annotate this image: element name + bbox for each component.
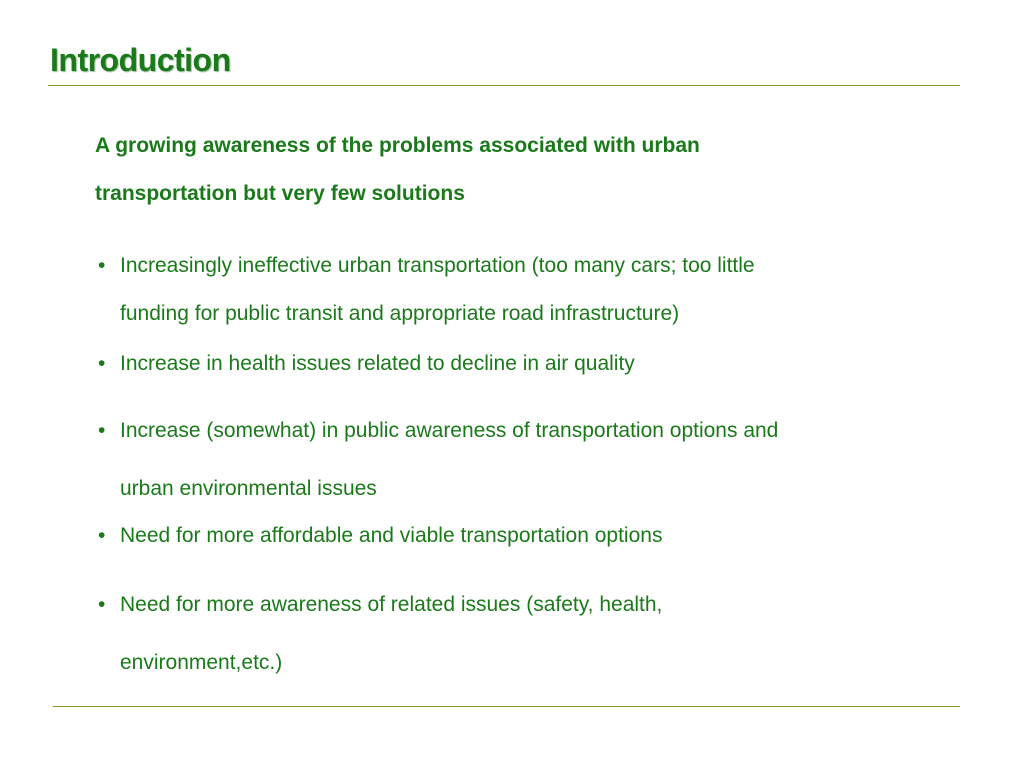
bullet-item bbox=[98, 346, 978, 382]
subtitle-line: A growing awareness of the problems associated with urban bbox=[95, 134, 700, 157]
bullet-item bbox=[98, 518, 978, 554]
bullet-list bbox=[98, 242, 978, 692]
subtitle-line: transportation but very few solutions bbox=[95, 182, 465, 205]
bullet-line: Need for more affordable and viable transportation options bbox=[120, 524, 663, 547]
bullet-item bbox=[98, 402, 978, 518]
bullet-line: Need for more awareness of related issues (safety, health, bbox=[120, 593, 663, 616]
bullet-item bbox=[98, 576, 978, 692]
bullet-line: Increasingly ineffective urban transportation (too many cars; too little bbox=[120, 254, 755, 277]
bullet-line: Increase (somewhat) in public awareness of transportation options and bbox=[120, 419, 779, 442]
bullet-line: Increase in health issues related to decline in air quality bbox=[120, 352, 635, 375]
title-divider bbox=[48, 85, 960, 86]
slide-title: Introduction bbox=[50, 42, 231, 78]
bullet-dot-icon: • bbox=[98, 419, 106, 442]
bullet-line: environment,etc.) bbox=[120, 651, 283, 674]
footer-divider bbox=[53, 706, 960, 707]
bullet-dot-icon: • bbox=[98, 524, 106, 547]
bullet-dot-icon: • bbox=[98, 352, 106, 375]
bullet-dot-icon: • bbox=[98, 254, 106, 277]
bullet-item bbox=[98, 242, 978, 338]
bullet-line: urban environmental issues bbox=[120, 477, 377, 500]
bullet-dot-icon: • bbox=[98, 593, 106, 616]
bullet-line: funding for public transit and appropriate road infrastructure) bbox=[120, 302, 680, 325]
slide-subtitle bbox=[95, 122, 895, 218]
